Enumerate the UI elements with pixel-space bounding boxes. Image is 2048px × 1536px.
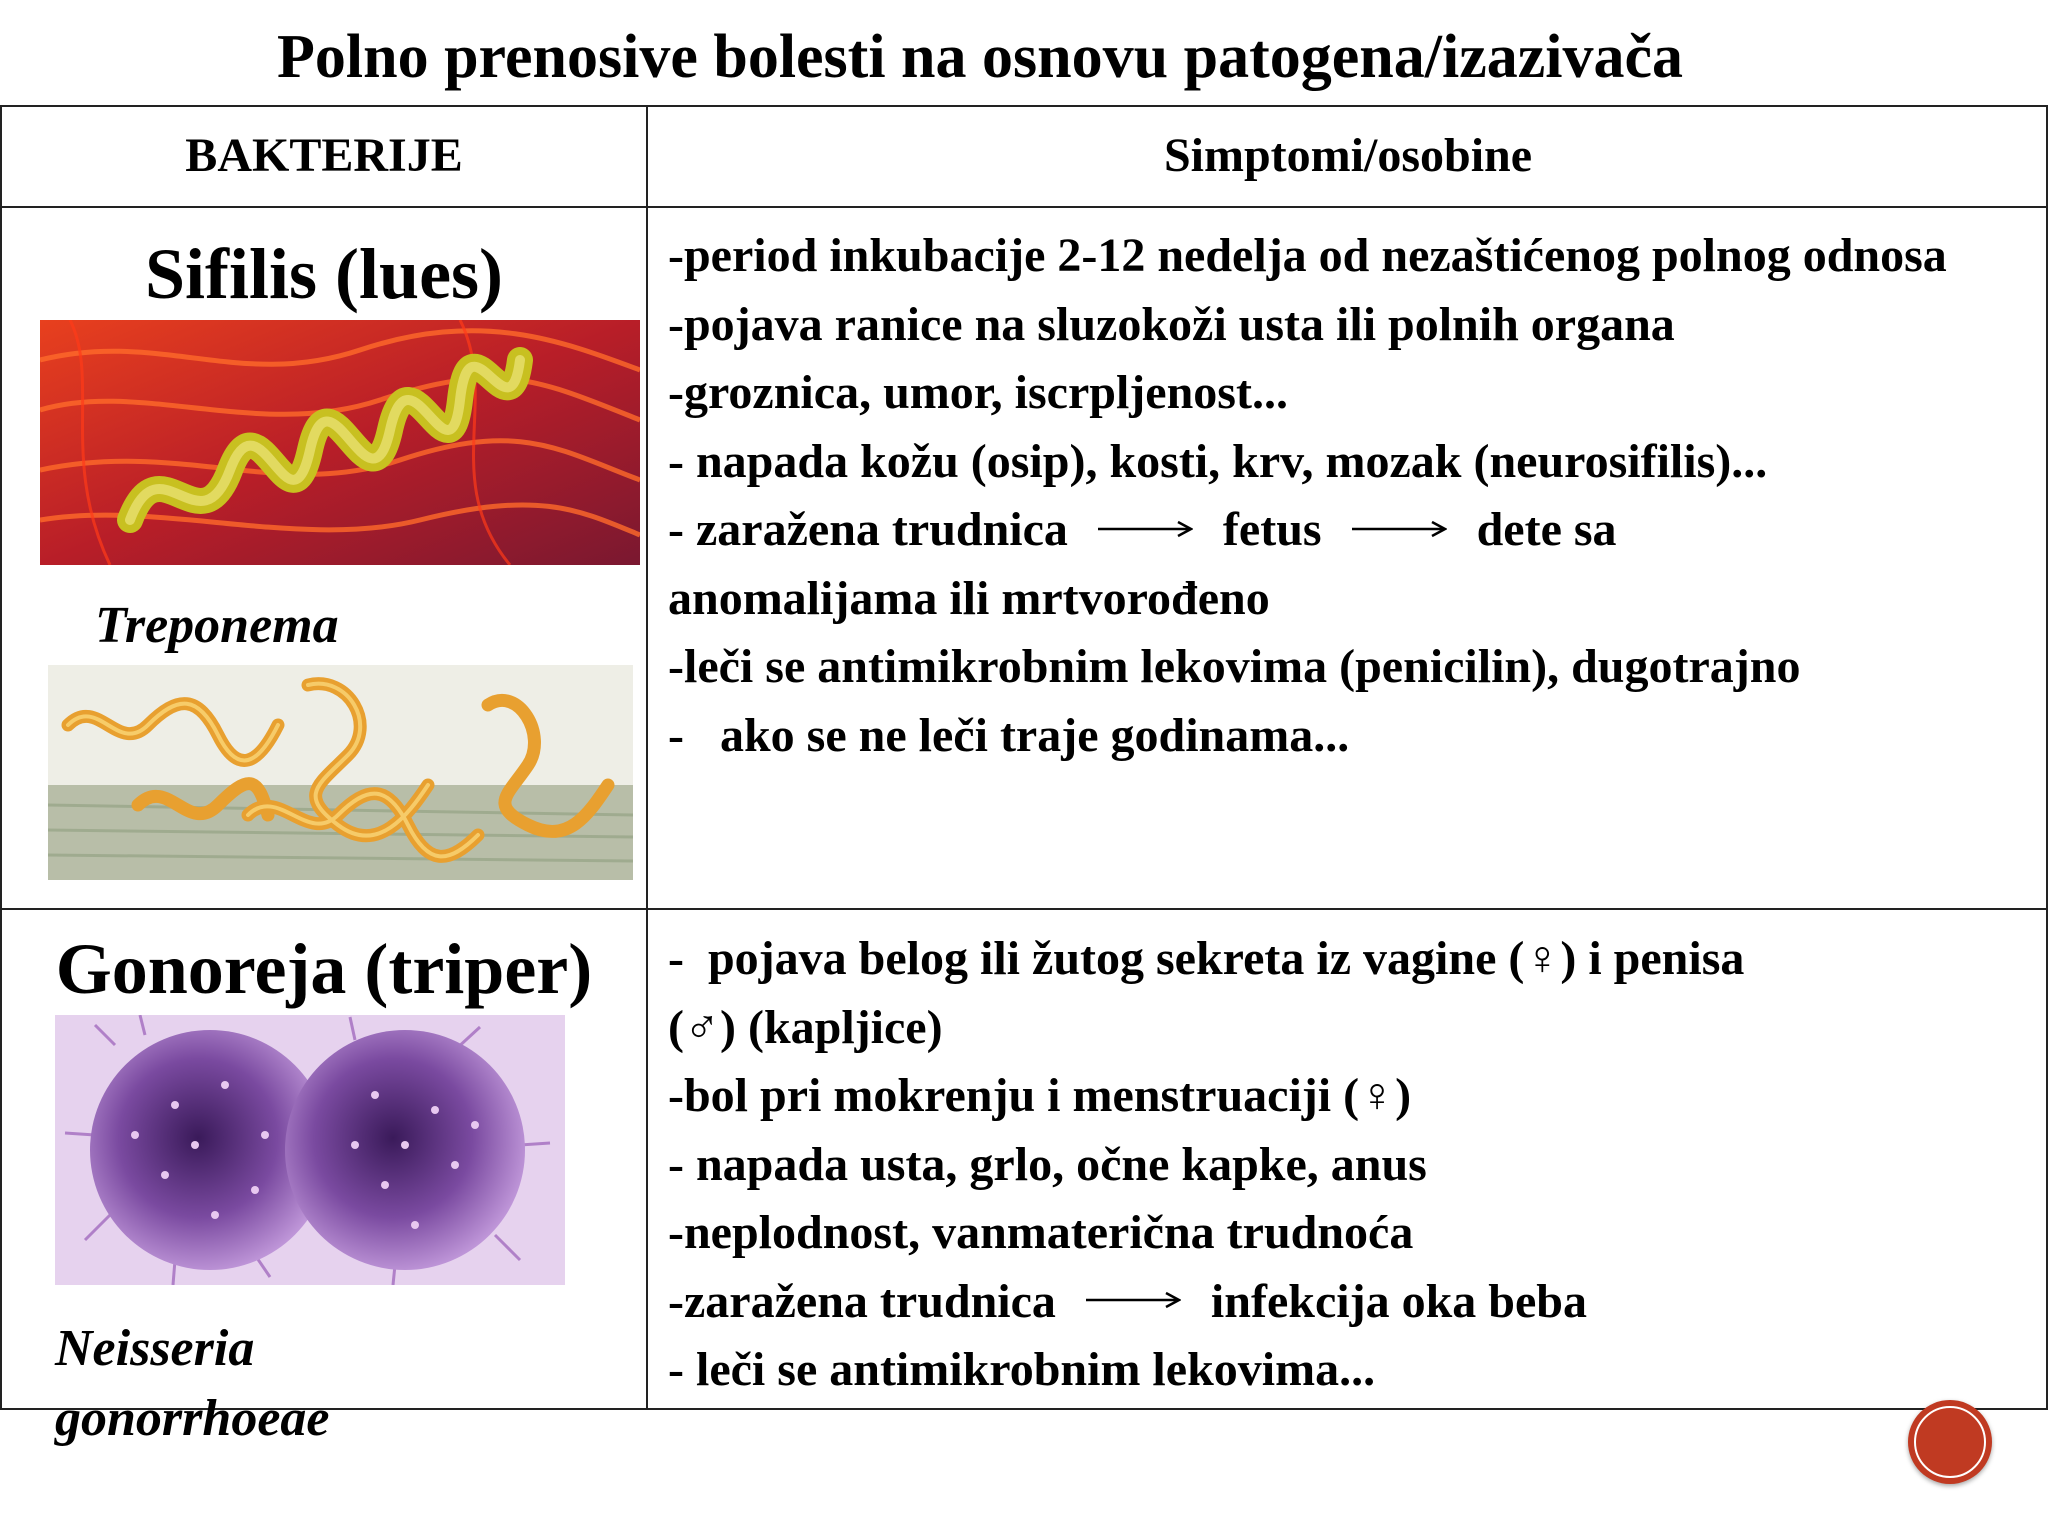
header-simptomi: Simptomi/osobine [1163,129,1533,182]
right-arrow-icon [1352,520,1447,538]
symptom-line: - leči se antimikrobnim lekovima... [668,1343,1376,1396]
right-arrow-icon [1098,520,1193,538]
symptom-line: - pojava belog ili žutog sekreta iz vagine (♀) i penisa [668,932,1745,985]
latin-name-neisseria: Neisseria [55,1320,255,1377]
latin-name-treponema: Treponema [95,597,339,654]
slide-title: Polno prenosive bolesti na osnovu patogena/izazivača [277,23,1683,91]
chain-step-fetus: fetus [1222,503,1322,556]
symptom-line: - napada kožu (osip), kosti, krv, mozak (neurosifilis)... [668,434,1768,488]
symptom-line: -period inkubacije 2-12 nedelja od nezaštićenog polnog odnosa [668,229,1947,282]
treponema-micrograph-2 [48,665,633,880]
symptom-line: -groznica, umor, iscrpljenost... [668,366,1288,419]
disease-name-sifilis: Sifilis (lues) [144,234,504,314]
table-row-divider [0,908,2048,910]
transmission-chain [668,496,2038,565]
symptom-line: -pojava ranice na sluzokoži usta ili polnih organa [668,297,1675,351]
next-slide-icon[interactable] [1908,1400,1992,1484]
neisseria-micrograph [55,1015,565,1285]
next-slide-ring [1914,1406,1986,1478]
symptom-line: -leči se antimikrobnim lekovima (penicilin), dugotrajno [668,640,1801,693]
symptom-line: (♂) (kapljice) [668,1000,943,1054]
treponema-micrograph-1 [40,320,640,565]
right-arrow-icon [1086,1291,1181,1309]
chain-step-dete: dete sa [1476,503,1617,556]
chain-step-trudnica: - zaražena trudnica [668,503,1068,556]
latin-name-gonorrhoeae: gonorrhoeae [55,1390,330,1447]
header-bakterije: BAKTERIJE [185,129,463,182]
symptoms-gonoreja [668,925,2038,1405]
symptom-line: - napada usta, grlo, očne kapke, anus [668,1137,1427,1191]
symptom-line: -neplodnost, vanmaterična trudnoća [668,1206,1414,1259]
transmission-chain [668,1268,2038,1337]
symptom-line: anomalijama ili mrtvorođeno [668,571,1270,625]
chain-step-trudnica: -zaražena trudnica [668,1274,1056,1328]
symptom-line: - ako se ne leči traje godinama... [668,708,1350,762]
disease-name-gonoreja: Gonoreja (triper) [55,929,593,1009]
symptom-line: -bol pri mokrenju i menstruaciji (♀) [668,1069,1412,1122]
symptoms-sifilis [668,222,2038,770]
chain-step-infekcija: infekcija oka beba [1210,1274,1587,1328]
